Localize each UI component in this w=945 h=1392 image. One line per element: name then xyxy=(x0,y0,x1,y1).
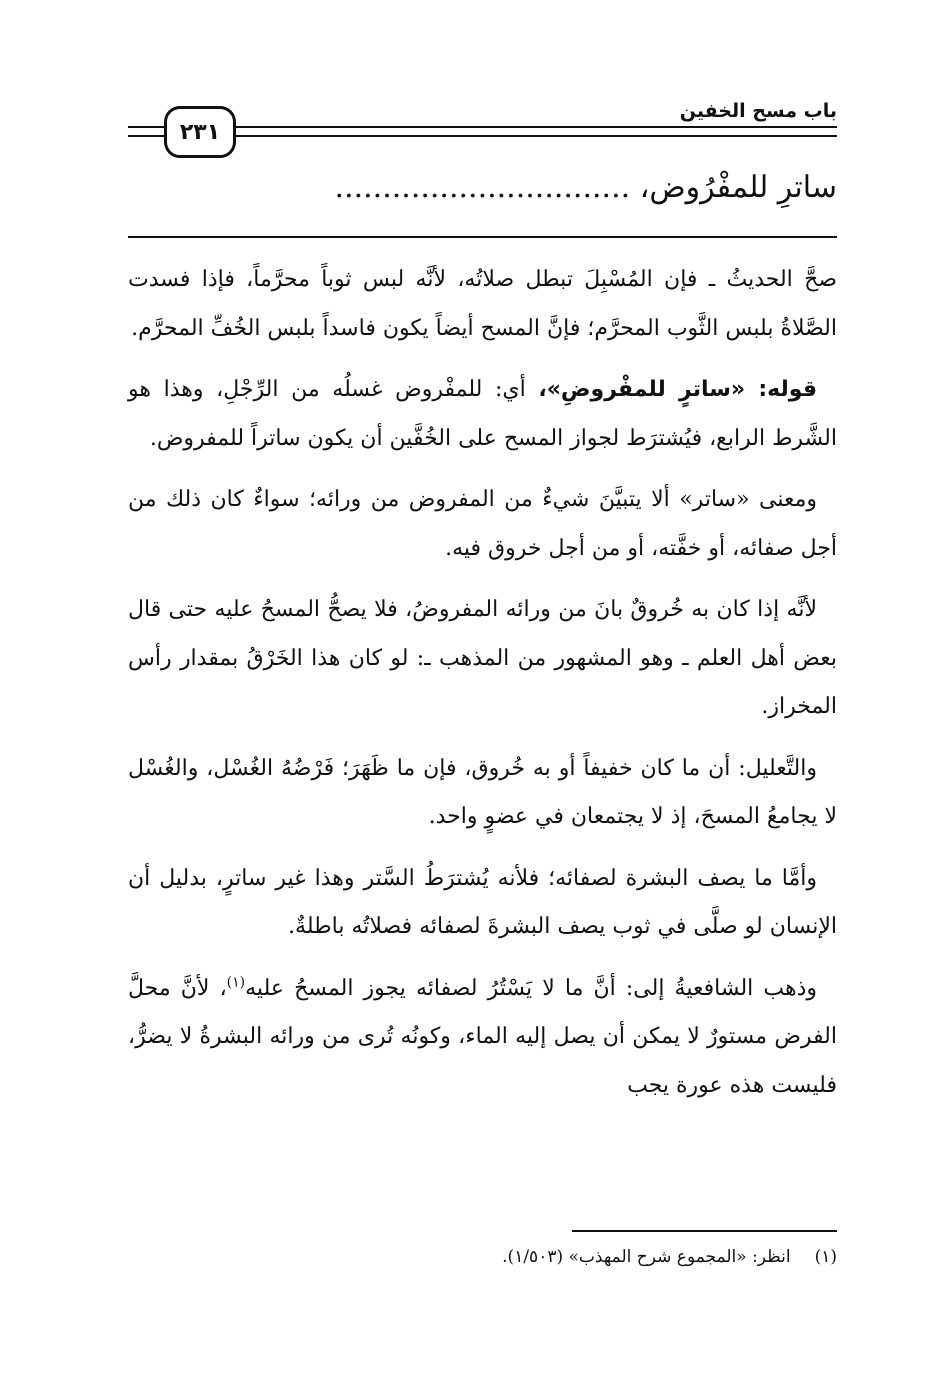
footnote xyxy=(128,1242,837,1272)
quoted-matn-lead: قوله: «ساترٍ للمفْروضِ»، xyxy=(538,377,817,402)
paragraph-text: وذهب الشافعيةُ إلى: أنَّ ما لا يَسْتُرُ لصفائه يجوز المسحُ عليه xyxy=(245,975,817,1001)
chapter-title: باب مسح الخفين xyxy=(679,100,837,122)
footnote-separator xyxy=(572,1230,837,1232)
page-number: ٢٣١ xyxy=(164,106,236,158)
matn-separator xyxy=(128,236,837,238)
matn-text: ساترٍ للمفْرُوضِ، ............................... xyxy=(334,170,837,205)
commentary-body xyxy=(128,256,837,1123)
footnote-text: انظر: «المجموع شرح المهذب» (١/٥٠٣). xyxy=(502,1247,791,1267)
paragraph: صحَّ الحديثُ ـ فإن المُسْبِلَ تبطل صلاتُه، لأنَّه لبس ثوباً محرَّماً، فإذا فسدت الصَّلاةُ بلبس الثَّوب المحرَّم؛ فإنَّ المسح أيضاً يكون فاسداً بلبس الخُفِّ المحرَّم. xyxy=(128,267,837,341)
paragraph-text: أي: للمفْروض غسلُه من الرِّجْلِ، وهذا هو الشَّرط الرابع، فيُشترَط لجواز المسح على الخُفَّين أن يكون ساتراً للمفروض. xyxy=(128,377,837,451)
paragraph-text: ، لأنَّ محلَّ الفرض مستورٌ لا يمكن أن يصل إليه الماء، وكونُه تُرى من ورائه البشرةُ لا يضرُّ، فليست هذه عورة يجب xyxy=(128,975,837,1098)
paragraph xyxy=(128,366,837,463)
paragraph: وأمَّا ما يصف البشرة لصفائه؛ فلأنه يُشترَطُ السَّتر وهذا غير ساترٍ، بدليل أن الإنسان لو صلَّى في ثوب يصف البشرةَ لصفائه فصلاتُه باطلةٌ. xyxy=(128,865,837,939)
paragraph: ومعنى «ساتر» ألا يتبيَّنَ شيءٌ من المفروض من ورائه؛ سواءٌ كان ذلك من أجل صفائه، أو خفَّته، أو من أجل خروق فيه. xyxy=(128,487,837,561)
paragraph xyxy=(128,965,837,1111)
paragraph: والتَّعليل: أن ما كان خفيفاً أو به خُروق، فإن ما ظَهَرَ؛ فَرْضُهُ الغُسْل، والغُسْل لا يجامعُ المسحَ، إذ لا يجتمعان في عضوٍ واحد. xyxy=(128,755,837,829)
footnote-marker: (١) xyxy=(226,974,246,991)
footnote-number: (١) xyxy=(814,1247,837,1267)
paragraph: لأنَّه إذا كان به خُروقٌ بانَ من ورائه المفروضُ، فلا يصحُّ المسحُ عليه حتى قال بعض أهل العلم ـ وهو المشهور من المذهب ـ: لو كان هذا الخَرْقُ بمقدار رأس المخراز. xyxy=(128,597,837,719)
